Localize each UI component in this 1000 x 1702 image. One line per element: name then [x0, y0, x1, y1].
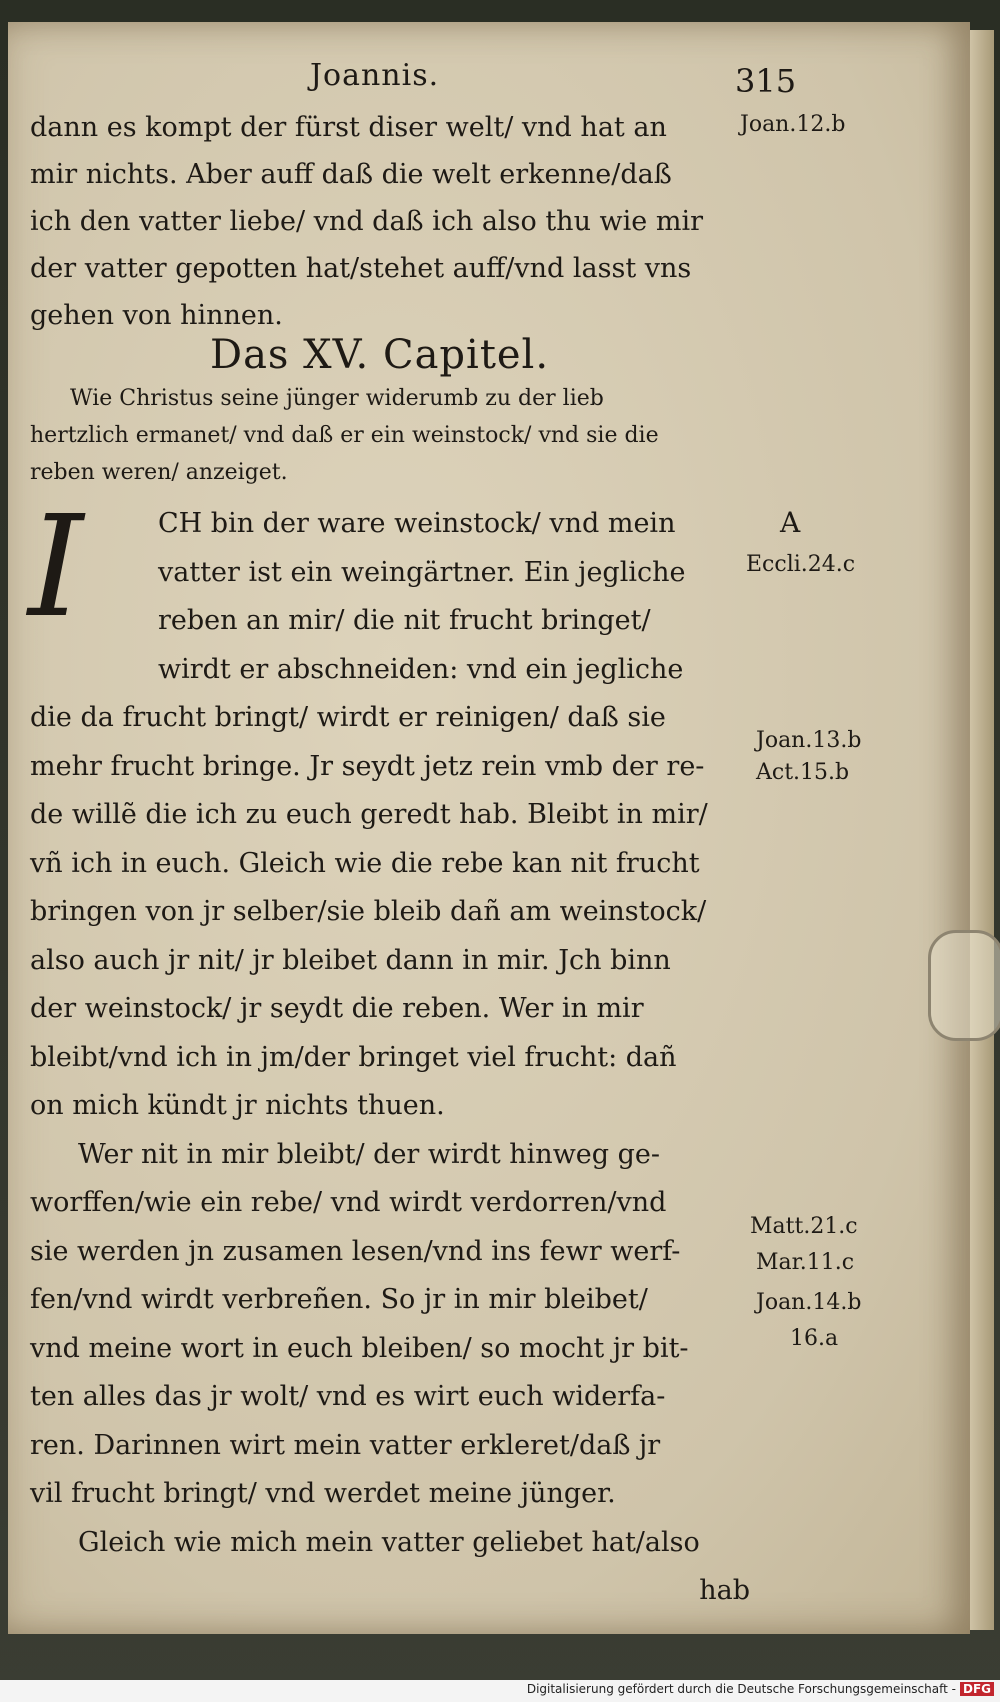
- margin-note: Mar.11.c: [756, 1250, 855, 1275]
- text-line: ren. Darinnen wirt mein vatter erkleret/daß jr: [30, 1429, 661, 1461]
- text-line: CH bin der ware weinstock/ vnd mein: [158, 508, 676, 539]
- text-line: sie werden jn zusamen lesen/vnd ins fewr werf-: [30, 1235, 681, 1267]
- text-line: vnd meine wort in euch bleiben/ so mocht jr bit-: [30, 1332, 689, 1364]
- running-head: Joannis.: [310, 58, 440, 93]
- text-line: vñ ich in euch. Gleich wie die rebe kan nit frucht: [30, 847, 700, 879]
- margin-note: Joan.12.b: [740, 112, 846, 137]
- summary-line: Wie Christus seine jünger widerumb zu der lieb: [70, 386, 604, 411]
- text-line: Gleich wie mich mein vatter geliebet hat/also: [78, 1526, 700, 1558]
- text-line: ich den vatter liebe/ vnd daß ich also thu wie mir: [30, 206, 703, 237]
- margin-note: Joan.13.b: [756, 728, 862, 753]
- text-line: worffen/wie ein rebe/ vnd wirdt verdorren/vnd: [30, 1187, 667, 1218]
- footer-credit-text: Digitalisierung gefördert durch die Deutsche Forschungsgemeinschaft -: [526, 1682, 956, 1696]
- text-line: reben an mir/ die nit frucht bringet/: [158, 605, 651, 636]
- text-line: mir nichts. Aber auff daß die welt erkenne/daß: [30, 159, 672, 190]
- text-line: bleibt/vnd ich in jm/der bringet viel frucht: dañ: [30, 1041, 677, 1073]
- opening-text: [30, 104, 750, 339]
- text-line: mehr frucht bringe. Jr seydt jetz rein vmb der re-: [30, 750, 705, 782]
- text-line: ten alles das jr wolt/ vnd es wirt euch widerfa-: [30, 1381, 666, 1412]
- catchword: hab: [699, 1575, 750, 1606]
- text-line: bringen von jr selber/sie bleib dañ am weinstock/: [30, 896, 707, 927]
- text-line: der vatter gepotten hat/stehet auff/vnd lasst vns: [30, 253, 692, 284]
- footer-credit: [527, 1682, 994, 1696]
- text-line: dann es kompt der fürst diser welt/ vnd hat an: [30, 112, 667, 143]
- summary-line: hertzlich ermanet/ vnd daß er ein weinstock/ vnd sie die: [30, 423, 659, 448]
- chapter-title: Das XV. Capitel.: [210, 332, 550, 378]
- text-line: on mich kündt jr nichts thuen.: [30, 1090, 445, 1121]
- text-line: vil frucht bringt/ vnd werdet meine jünger.: [30, 1478, 616, 1509]
- margin-note: Matt.21.c: [750, 1214, 858, 1239]
- text-line: de willẽ die ich zu euch geredt hab. Bleibt in mir/: [30, 799, 708, 830]
- margin-note: Joan.14.b: [756, 1290, 862, 1315]
- text-line: die da frucht bringt/ wirdt er reinigen/ daß sie: [30, 702, 666, 733]
- decorated-initial: I: [28, 486, 84, 649]
- margin-note: 16.a: [790, 1326, 839, 1351]
- text-line: gehen von hinnen.: [30, 300, 283, 331]
- text-line: fen/vnd wirdt verbreñen. So jr in mir bleibet/: [30, 1284, 648, 1315]
- margin-note: Eccli.24.c: [746, 552, 856, 577]
- margin-note: Act.15.b: [756, 760, 850, 785]
- dfg-logo: DFG: [960, 1682, 994, 1696]
- page-number: 315: [735, 62, 797, 100]
- text-line: der weinstock/ jr seydt die reben. Wer in mir: [30, 993, 644, 1024]
- chapter-summary: [30, 380, 750, 491]
- main-text: [28, 486, 750, 1616]
- text-line: also auch jr nit/ jr bleibet dann in mir. Jch binn: [30, 944, 671, 976]
- page-clip: [928, 930, 1000, 1041]
- summary-line: reben weren/ anzeiget.: [30, 460, 288, 485]
- text-line: Wer nit in mir bleibt/ der wirdt hinweg ge-: [78, 1138, 661, 1170]
- text-line: wirdt er abschneiden: vnd ein jegliche: [158, 653, 684, 685]
- margin-note: A: [780, 506, 801, 539]
- text-line: vatter ist ein weingärtner. Ein jegliche: [158, 556, 686, 588]
